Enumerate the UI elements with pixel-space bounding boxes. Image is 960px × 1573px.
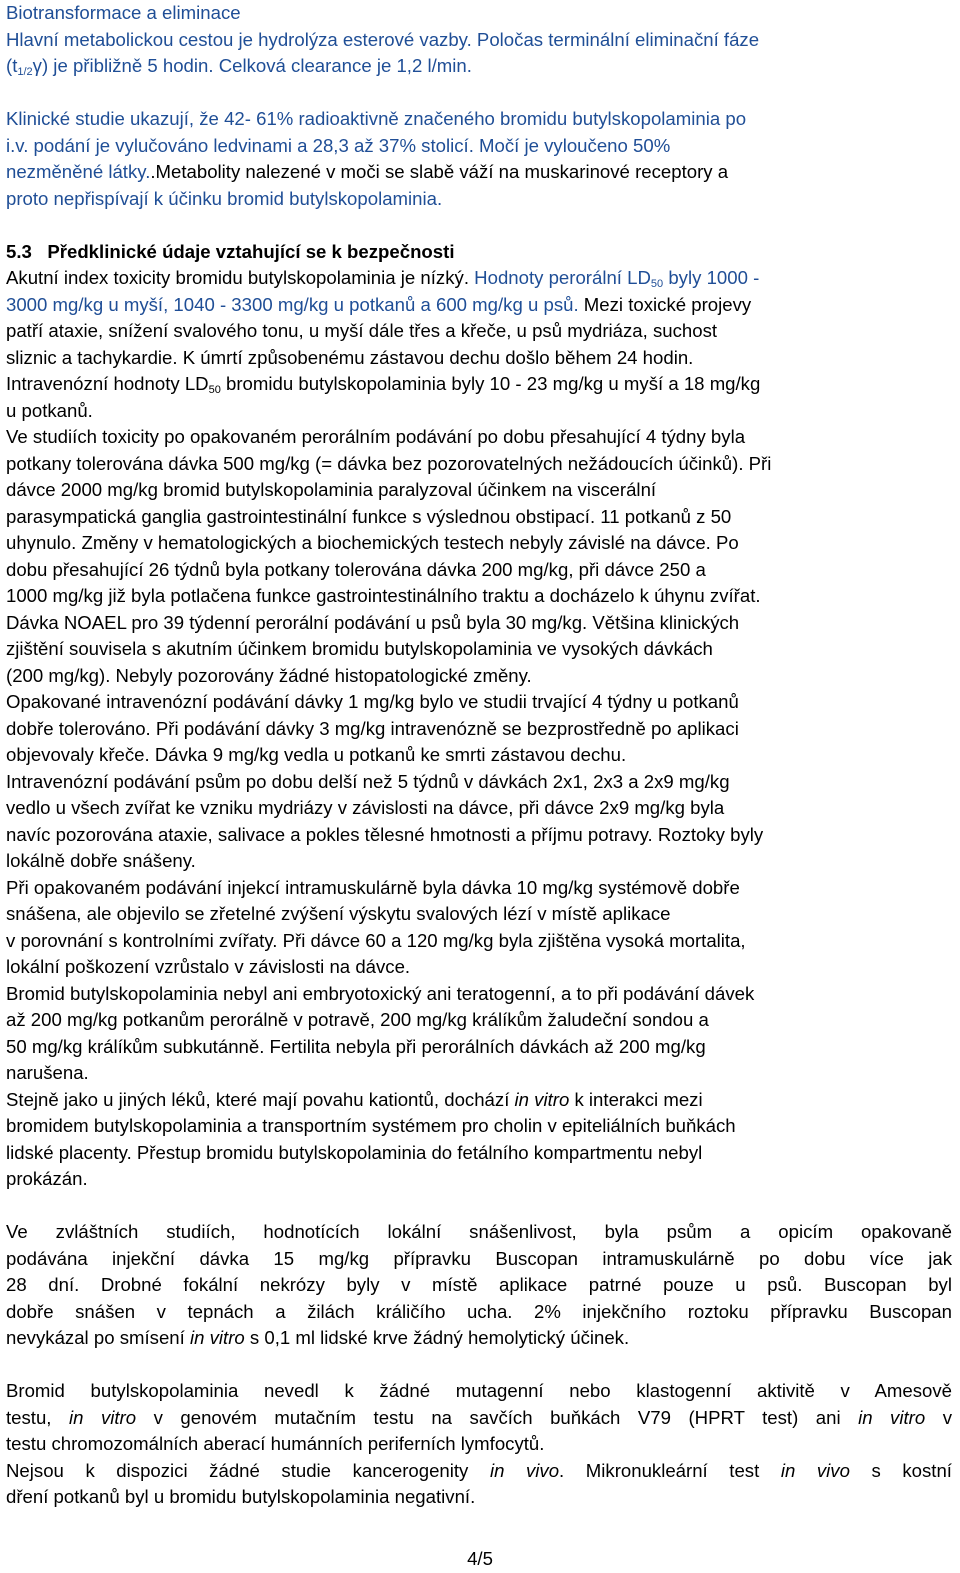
- text-run: in vivo: [489, 1459, 560, 1481]
- text-line: [6, 1007, 952, 1034]
- text-run: Stejně jako u jiných léků, které mají povahu kationtů, dochází: [6, 1088, 515, 1110]
- text-line: [6, 186, 952, 213]
- text-line: [6, 1060, 952, 1087]
- text-run: parasympatická ganglia gastrointestinální funkce s výslednou obstipací. 11 potkanů z 50: [6, 505, 732, 527]
- text-line: [6, 1378, 952, 1405]
- text-run: byly 1000 -: [663, 267, 760, 288]
- text-run: (200 mg/kg). Nebyly pozorovány žádné histopatologické změny.: [6, 664, 532, 686]
- text-line: [6, 27, 952, 54]
- text-line: [6, 981, 952, 1008]
- text-run: k interakci mezi: [569, 1088, 703, 1110]
- text-run: dobře snášen v tepnách a žilách králičího ucha. 2% injekčního roztoku přípravku Buscopan: [6, 1300, 952, 1322]
- text-line: [6, 345, 952, 372]
- spacer: [6, 212, 952, 239]
- text-run: s kostní: [849, 1459, 952, 1481]
- text-run: 28 dní. Drobné fokální nekrózy byly v místě aplikace patrné pouze u psů. Buscopan byl: [6, 1274, 952, 1295]
- text-line: [6, 769, 952, 796]
- text-run: . Mikronukleární test: [559, 1459, 781, 1481]
- text-run: patří ataxie, snížení svalového tonu, u myší dále třes a křeče, u psů mydriáza, suchost: [6, 320, 718, 341]
- text-run: Bromid butylskopolaminia nevedl k žádné mutagenní nebo klastogenní aktivitě v Amesově: [6, 1380, 952, 1401]
- text-line: [6, 53, 952, 80]
- text-run: in vitro: [68, 1406, 137, 1428]
- text-line: [6, 742, 952, 769]
- page-number: 4/5: [467, 1548, 493, 1569]
- subheading-biotransformation: Biotransformace a eliminace: [6, 2, 241, 23]
- text-line: [6, 954, 952, 981]
- text-run: prokázán.: [6, 1168, 88, 1189]
- text-run: dávce 2000 mg/kg bromid butylskopolaminia paralyzoval účinkem na viscerální: [6, 479, 657, 500]
- text-run: snášena, ale objevilo se zřetelné zvýšení výskytu svalových lézí v místě aplikace: [6, 903, 671, 924]
- text-line: [6, 424, 952, 451]
- text-line: [6, 636, 952, 663]
- text-line: [6, 159, 952, 186]
- paragraph-carcinogenicity: [6, 1458, 952, 1511]
- text-line: [6, 371, 952, 398]
- text-run: Dávka NOAEL pro 39 týdenní perorální podávání u psů byla 30 mg/kg. Většina klinických: [6, 611, 740, 633]
- text-line: [6, 1325, 952, 1352]
- text-line: [6, 1458, 952, 1485]
- paragraph-local-tolerance: [6, 1219, 952, 1352]
- text-run: uhynulo. Změny v hematologických a biochemických testech nebyly závislé na dávce. Po: [6, 532, 739, 553]
- text-line: [6, 822, 952, 849]
- text-line: [6, 875, 952, 902]
- text-line: [6, 1484, 952, 1511]
- text-line: [6, 1431, 952, 1458]
- text-run: potkany tolerována dávka 500 mg/kg (= dávka bez pozorovatelných nežádoucích účinků). Při: [6, 452, 772, 474]
- text-line: [6, 1272, 952, 1299]
- text-run: Intravenózní podávání psům po dobu delší než 5 týdnů v dávkách 2x1, 2x3 a 2x9 mg/kg: [6, 770, 730, 792]
- spacer: [6, 1193, 952, 1220]
- text-run: 50: [650, 278, 664, 290]
- text-line: [6, 1113, 952, 1140]
- text-run: objevovaly křeče. Dávka 9 mg/kg vedla u potkanů ke smrti zástavou dechu.: [6, 744, 627, 765]
- spacer: [6, 1352, 952, 1379]
- text-run: bromidu butylskopolaminia byly 10 - 23 mg/kg u myší a 18 mg/kg: [220, 373, 761, 394]
- text-line: [6, 106, 952, 133]
- text-line: [6, 133, 952, 160]
- text-run: proto nepřispívají k účinku bromid butylskopolaminia.: [6, 187, 443, 209]
- text-run: s 0,1 ml lidské krve žádný hemolytický účinek.: [244, 1327, 630, 1348]
- text-run: in vitro: [189, 1327, 245, 1348]
- text-run: Nejsou k dispozici žádné studie kancerogenity: [6, 1459, 490, 1481]
- text-run: Ve studiích toxicity po opakovaném perorálním podávání po dobu přesahující 4 týdny byla: [6, 426, 746, 447]
- text-run: γ) je přibližně 5 hodin. Celková clearance je 1,2 l/min.: [32, 55, 472, 76]
- text-run: lokální poškození vzrůstalo v závislosti na dávce.: [6, 956, 411, 977]
- text-run: podávána injekční dávka 15 mg/kg přípravku Buscopan intramuskulárně po dobu více jak: [6, 1247, 952, 1269]
- text-run: Opakované intravenózní podávání dávky 1 mg/kg bylo ve studii trvající 4 týdny u potkanů: [6, 691, 739, 712]
- text-line: [6, 716, 952, 743]
- text-line: [6, 1405, 952, 1432]
- document-page: [6, 0, 952, 1511]
- paragraph-elimination: [6, 27, 952, 213]
- text-run: sliznic a tachykardie. K úmrtí způsobenému zástavou dechu došlo během 24 hodin.: [6, 346, 694, 368]
- text-run: až 200 mg/kg potkanům perorálně v potravě, 200 mg/kg králíkům žaludeční sondou a: [6, 1009, 709, 1030]
- text-line: [6, 928, 952, 955]
- text-run: v genovém mutačním testu na savčích buňkách V79 (HPRT test) ani: [136, 1406, 859, 1428]
- text-run: zjištění souvisela s akutním účinkem bromidu butylskopolaminia ve vysokých dávkách: [6, 638, 713, 659]
- text-run: Ve zvláštních studiích, hodnotících lokální snášenlivost, byla psům a opicím opakovaně: [6, 1221, 952, 1242]
- text-run: testu,: [6, 1406, 69, 1428]
- text-line: [6, 1299, 952, 1326]
- text-line: [6, 292, 952, 319]
- text-line: [6, 689, 952, 716]
- text-run: vedlo u všech zvířat ke vzniku mydriázy v závislosti na dávce, při dávce 2x9 mg/kg byla: [6, 797, 725, 818]
- text-run: 1000 mg/kg již byla potlačena funkce gastrointestinálního traktu a docházelo k úhynu zvířat.: [6, 585, 761, 606]
- text-run: Klinické studie ukazují, že 42- 61% radioaktivně značeného bromidu butylskopolaminia po: [6, 108, 747, 129]
- text-run: 1/2: [17, 66, 33, 78]
- text-run: 50: [208, 384, 221, 396]
- text-run: Hodnoty perorální LD: [474, 267, 651, 288]
- text-run: navíc pozorována ataxie, salivace a pokles tělesné hmotnosti a příjmu potravy. Roztoky byly: [6, 823, 764, 845]
- text-line: [6, 318, 952, 345]
- text-run: testu chromozomálních aberací humánních periferních lymfocytů.: [6, 1433, 545, 1454]
- text-run: dření potkanů byl u bromidu butylskopolaminia negativní.: [6, 1486, 476, 1507]
- text-line: [6, 1087, 952, 1114]
- text-run: Akutní index toxicity bromidu butylskopolaminia je nízký.: [6, 267, 475, 288]
- text-run: in vivo: [780, 1459, 850, 1481]
- text-run: nevykázal po smísení: [6, 1327, 190, 1348]
- text-line: [6, 1166, 952, 1193]
- text-run: dobře tolerováno. Při podávání dávky 3 mg/kg intravenózně se bezprostředně po aplikaci: [6, 717, 739, 739]
- text-run: narušena.: [6, 1062, 89, 1083]
- text-line: [6, 477, 952, 504]
- text-run: v: [925, 1406, 952, 1428]
- paragraph-mutagenicity: [6, 1378, 952, 1458]
- text-line: [6, 451, 952, 478]
- text-line: [6, 663, 952, 690]
- text-line: [6, 1246, 952, 1273]
- text-line: [6, 1140, 952, 1167]
- text-run: u potkanů.: [6, 399, 93, 421]
- section-heading-preclinical: 5.3 Předklinické údaje vztahující se k bezpečnosti: [6, 240, 455, 262]
- text-run: 3000 mg/kg u myší, 1040 - 3300 mg/kg u potkanů a 600 mg/kg u psů.: [6, 293, 579, 315]
- text-line: [6, 901, 952, 928]
- text-line: [6, 583, 952, 610]
- text-line: [6, 398, 952, 425]
- text-run: nezměněné látky.: [6, 161, 151, 182]
- text-line: [6, 557, 952, 584]
- text-line: [6, 265, 952, 292]
- text-run: Při opakovaném podávání injekcí intramuskulárně byla dávka 10 mg/kg systémově dobře: [6, 876, 740, 898]
- text-run: .Metabolity nalezené v moči se slabě váží na muskarinové receptory a: [150, 161, 729, 182]
- text-line: [6, 530, 952, 557]
- text-line: [6, 504, 952, 531]
- paragraph-toxicity: [6, 265, 952, 1193]
- text-run: 50 mg/kg králíkům subkutánně. Fertilita nebyla při perorálních dávkách až 200 mg/kg: [6, 1035, 706, 1057]
- text-line: [6, 1034, 952, 1061]
- text-run: bromidem butylskopolaminia a transportním systémem pro cholin v epiteliálních buňkách: [6, 1115, 736, 1136]
- text-run: v porovnání s kontrolními zvířaty. Při dávce 60 a 120 mg/kg byla zjištěna vysoká mortalita,: [6, 929, 746, 951]
- text-run: in vitro: [514, 1088, 570, 1110]
- text-run: lidské placenty. Přestup bromidu butylskopolaminia do fetálního kompartmentu nebyl: [6, 1141, 703, 1163]
- text-run: Hlavní metabolickou cestou je hydrolýza esterové vazby. Poločas terminální eliminační fáze: [6, 28, 760, 50]
- text-line: [6, 80, 952, 107]
- text-run: (t: [6, 55, 18, 76]
- text-run: i.v. podání je vylučováno ledvinami a 28,3 až 37% stolicí. Močí je vyloučeno 50%: [6, 134, 671, 156]
- text-line: [6, 795, 952, 822]
- text-run: Mezi toxické projevy: [578, 293, 752, 315]
- text-line: [6, 1219, 952, 1246]
- text-run: lokálně dobře snášeny.: [6, 850, 196, 871]
- text-run: in vitro: [858, 1406, 926, 1428]
- text-line: [6, 610, 952, 637]
- text-run: Intravenózní hodnoty LD: [6, 373, 209, 394]
- text-run: Bromid butylskopolaminia nebyl ani embryotoxický ani teratogenní, a to při podávání dávek: [6, 982, 755, 1004]
- text-run: dobu přesahující 26 týdnů byla potkany tolerována dávka 200 mg/kg, při dávce 250 a: [6, 558, 706, 580]
- text-line: [6, 848, 952, 875]
